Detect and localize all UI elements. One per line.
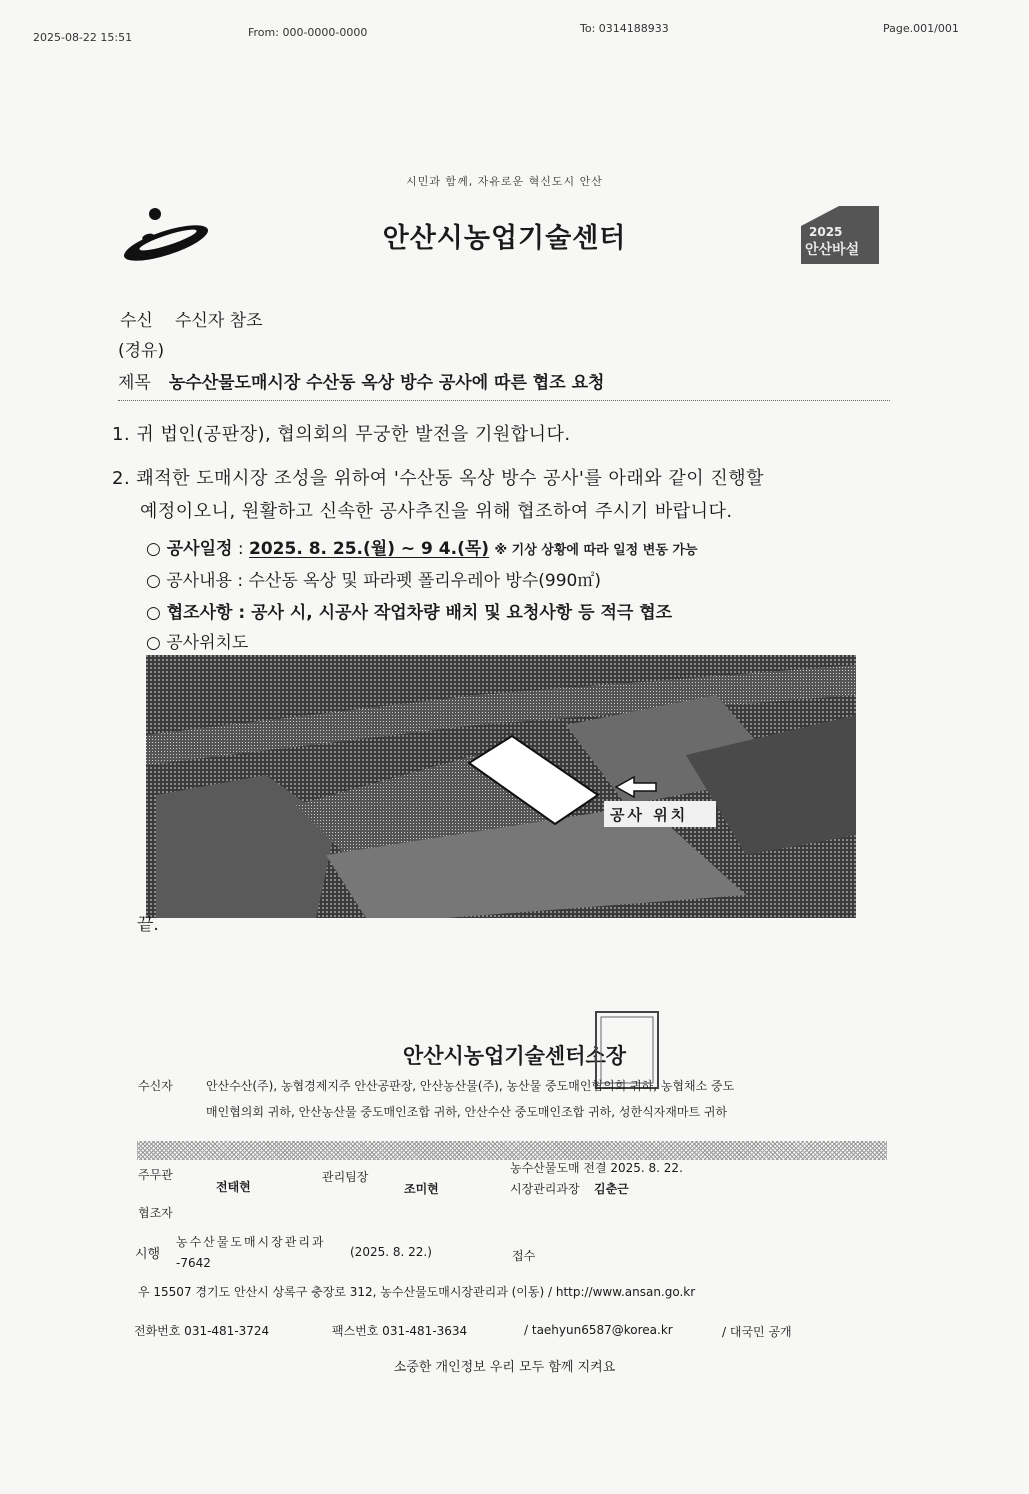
chief-role: 시장관리과장 [510,1182,580,1196]
site-location-label: 공사 위치 [610,806,689,824]
org-title: 안산시농업기술센터 [382,223,627,254]
fax-from: From: 000-0000-0000 [248,26,368,39]
subject-label: 제목 [118,373,151,393]
fax-page-number: Page.001/001 [883,22,959,35]
recipients-label: 수신자 [138,1079,173,1093]
item-content-value: : 수산동 옥상 및 파라펫 폴리우레아 방수(990㎡) [237,571,601,591]
subject-divider [118,400,890,401]
item-location-label: ○ 공사위치도 [146,633,249,653]
paragraph-2-line-1: 2. 쾌적한 도매시장 조성을 위하여 '수산동 옥상 방수 공사'를 아래와 같이 진행할 [112,468,765,489]
item-location [146,628,248,653]
end-mark: 끝. [137,915,159,935]
item-content [146,566,601,591]
disclosure-status: / 대국민 공개 [722,1325,792,1339]
via-label: (경유) [118,341,165,361]
recipients-line-1: 안산수산(주), 농협경제지주 안산공판장, 안산농산물(주), 농산물 중도매인협의회 귀하, 농협채소 중도 [206,1079,735,1093]
subject-row [118,368,604,393]
item-cooperation [146,598,672,623]
item-schedule [146,534,698,559]
paragraph-1: 1. 귀 법인(공판장), 협의회의 무궁한 발전을 기원합니다. [112,424,571,445]
recipient-value: 수신자 참조 [175,311,263,331]
final-approval-line: 농수산물도매 전결 2025. 8. 22. [510,1161,683,1175]
item-schedule-label: ○ 공사일정 [146,539,233,559]
email-address: / taehyun6587@korea.kr [524,1323,673,1337]
anniversary-badge [795,200,881,266]
fax-to: To: 0314188933 [580,22,669,35]
team-name: 조미현 [404,1182,439,1196]
drafter-name: 전태현 [216,1180,251,1194]
badge-text: 안산바설 [805,242,860,258]
phone-number: 전화번호 031-481-3724 [134,1324,270,1338]
sender-name: 안산시농업기술센터소장 [402,1044,627,1068]
slogan: 시민과 함께, 자유로운 혁신도시 안산 [406,175,603,188]
chief-name: 김춘근 [594,1182,629,1196]
enforce-date: (2025. 8. 22.) [350,1245,432,1259]
separator-band [137,1141,887,1160]
privacy-footer: 소중한 개인정보 우리 모두 함께 지켜요 [393,1360,616,1375]
enforce-number: -7642 [176,1256,211,1270]
aerial-map-drawing [146,655,856,918]
paragraph-2-line-2: 예정이오니, 원활하고 신속한 공사추진을 위해 협조하여 주시기 바랍니다. [140,501,733,522]
enforce-label: 시행 [135,1247,161,1262]
enforce-dept: 농수산물도매시장관리과 [176,1235,326,1249]
item-cooperation-label: ○ 협조사항 [146,603,233,623]
item-schedule-value: 2025. 8. 25.(월) ~ 9 4.(목) [249,539,490,559]
drafter-role: 주무관 [138,1168,173,1182]
fax-number: 팩스번호 031-481-3634 [332,1324,468,1338]
recipients-line-2: 매인협의회 귀하, 안산농산물 중도매인조합 귀하, 안산수산 중도매인조합 귀하, 성한식자재마트 귀하 [206,1105,728,1119]
receipt-label: 접수 [512,1249,536,1263]
address-line: 우 15507 경기도 안산시 상록구 충장로 312, 농수산물도매시장관리과 (이동) / http://www.ansan.go.kr [138,1285,696,1299]
recipient-label: 수신 [120,311,153,331]
item-colon: : [232,539,249,559]
fax-datetime: 2025-08-22 15:51 [33,31,133,44]
cooperator-label: 협조자 [138,1206,173,1220]
team-role: 관리팀장 [322,1170,369,1184]
badge-year: 2025 [809,225,843,239]
site-aerial-photo [146,655,856,918]
item-content-label: ○ 공사내용 [146,571,232,591]
item-schedule-note: ※ 기상 상황에 따라 일정 변동 가능 [494,543,698,558]
item-cooperation-value: : 공사 시, 시공사 작업차량 배치 및 요청사항 등 적극 협조 [238,603,673,623]
subject-text: 농수산물도매시장 수산동 옥상 방수 공사에 따른 협조 요청 [168,373,605,393]
